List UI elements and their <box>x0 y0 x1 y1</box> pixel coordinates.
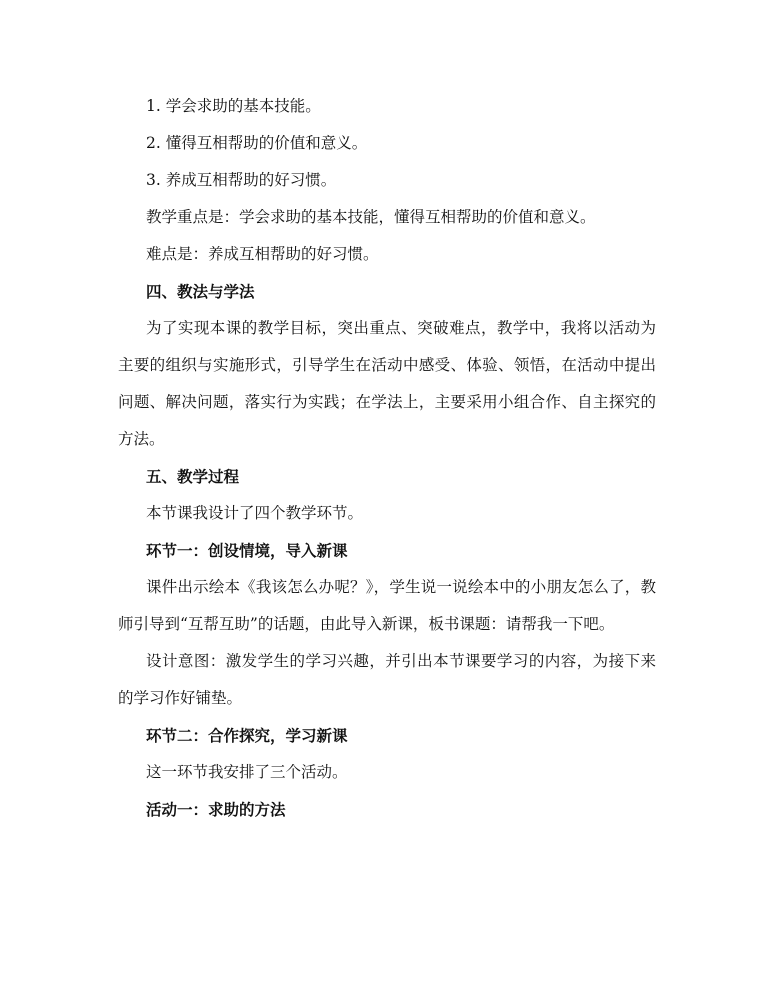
teaching-difficulty: 难点是：养成互相帮助的好习惯。 <box>146 245 379 263</box>
document-body <box>118 88 656 828</box>
step-2-intro: 这一环节我安排了三个活动。 <box>146 763 348 781</box>
teaching-key-points: 教学重点是：学会求助的基本技能，懂得互相帮助的价值和意义。 <box>146 208 596 226</box>
section-heading-process: 五、教学过程 <box>146 467 240 486</box>
methods-paragraph: 为了实现本课的教学目标，突出重点、突破难点，教学中，我将以活动为主要的组织与实施形式，引导学生在活动中感受、体验、领悟，在活动中提出问题、解决问题，落实行为实践；在学法上，主要采用小组合作、自主探究的方法。 <box>118 319 656 448</box>
objective-item-1: 1. 学会求助的基本技能。 <box>146 97 321 115</box>
step-1-paragraph: 课件出示绘本《我该怎么办呢？》，学生说一说绘本中的小朋友怎么了，教师引导到“互帮互助”的话题，由此导入新课，板书课题：请帮我一下吧。 <box>118 578 656 633</box>
step-1-design-intent: 设计意图：激发学生的学习兴趣，并引出本节课要学习的内容，为接下来的学习作好铺垫。 <box>118 652 656 707</box>
step-heading-1: 环节一：创设情境，导入新课 <box>146 541 348 560</box>
objective-item-2: 2. 懂得互相帮助的价值和意义。 <box>146 134 368 152</box>
process-intro: 本节课我设计了四个教学环节。 <box>146 504 364 522</box>
activity-heading-1: 活动一：求助的方法 <box>146 800 286 819</box>
objective-item-3: 3. 养成互相帮助的好习惯。 <box>146 171 337 189</box>
step-heading-2: 环节二：合作探究，学习新课 <box>146 726 348 745</box>
section-heading-methods: 四、教法与学法 <box>146 282 255 301</box>
